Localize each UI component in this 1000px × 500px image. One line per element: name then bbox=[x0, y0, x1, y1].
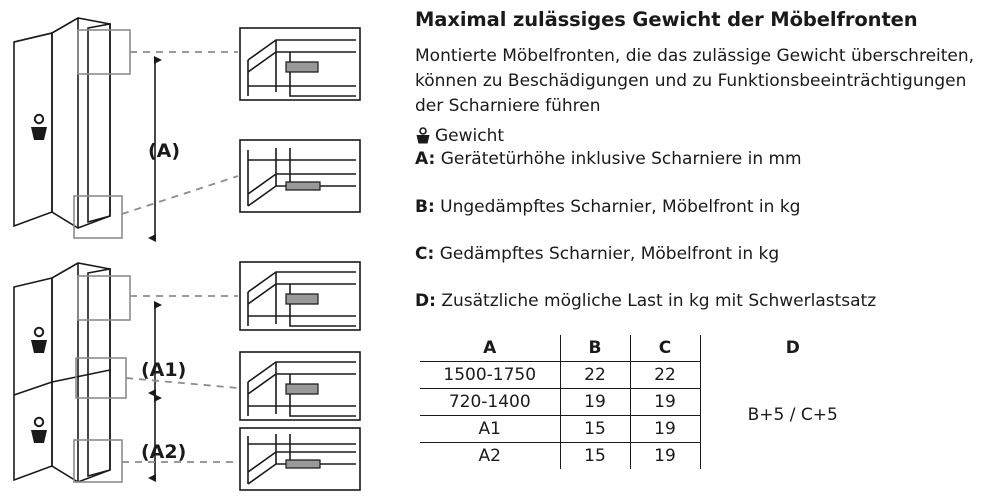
cell-b-1: 19 bbox=[560, 389, 630, 416]
legend-d-key: D: bbox=[415, 291, 436, 311]
cell-c-3: 19 bbox=[630, 443, 700, 470]
legend-weight bbox=[415, 125, 504, 147]
cell-d-merged: B+5 / C+5 bbox=[700, 362, 885, 470]
table-header-row bbox=[420, 335, 885, 362]
dimension-label-a: (A) bbox=[148, 140, 181, 162]
detail-box-1 bbox=[240, 28, 360, 100]
legend-a-text: Gerätetürhöhe inklusive Scharniere in mm bbox=[440, 149, 802, 169]
cell-c-0: 22 bbox=[630, 362, 700, 389]
dimension-label-a1: (A1) bbox=[141, 359, 187, 381]
info-panel bbox=[415, 0, 1000, 500]
table-header-c: C bbox=[630, 335, 700, 362]
dimension-label-a2: (A2) bbox=[141, 441, 187, 463]
legend-b-key: B: bbox=[415, 197, 435, 217]
weight-icon-lower bbox=[31, 418, 47, 443]
hinge-region-b-top bbox=[78, 276, 130, 320]
detail-box-3 bbox=[240, 262, 360, 330]
cell-b-2: 15 bbox=[560, 416, 630, 443]
table-header-b: B bbox=[560, 335, 630, 362]
leader-top-2 bbox=[122, 176, 238, 214]
detail-box-5 bbox=[240, 428, 360, 490]
hinge-region-b-bottom bbox=[74, 440, 122, 482]
detail-box-2 bbox=[240, 140, 360, 212]
legend-d bbox=[415, 290, 876, 312]
cell-c-2: 19 bbox=[630, 416, 700, 443]
weight-icon-upper bbox=[31, 328, 47, 353]
hinge-region-bottom bbox=[74, 196, 122, 238]
weight-icon-single bbox=[31, 115, 47, 140]
legend-d-text: Zusätzliche mögliche Last in kg mit Schwerlastsatz bbox=[441, 291, 877, 311]
hinge-region-b-mid bbox=[76, 358, 126, 398]
table-header-a: A bbox=[420, 335, 560, 362]
cell-a-1: 720-1400 bbox=[420, 389, 560, 416]
table-header-d: D bbox=[700, 335, 885, 362]
weight-table bbox=[420, 335, 885, 469]
detail-box-4 bbox=[240, 352, 360, 420]
cell-a-2: A1 bbox=[420, 416, 560, 443]
appliance-two-door bbox=[14, 263, 110, 482]
legend-weight-label: Gewicht bbox=[435, 126, 505, 146]
cell-a-0: 1500-1750 bbox=[420, 362, 560, 389]
legend-a-key: A: bbox=[415, 149, 436, 169]
page-title: Maximal zulässiges Gewicht der Möbelfronten bbox=[415, 8, 918, 31]
legend-c-key: C: bbox=[415, 244, 435, 264]
cell-c-1: 19 bbox=[630, 389, 700, 416]
legend-c-text: Gedämpftes Scharnier, Möbelfront in kg bbox=[439, 244, 780, 264]
legend-b-text: Ungedämpftes Scharnier, Möbelfront in kg bbox=[440, 197, 801, 217]
cell-a-3: A2 bbox=[420, 443, 560, 470]
diagram-svg bbox=[0, 0, 400, 500]
cell-b-0: 22 bbox=[560, 362, 630, 389]
weight-icon bbox=[415, 127, 431, 144]
table-row bbox=[420, 362, 885, 389]
legend-b bbox=[415, 196, 800, 218]
legend-a bbox=[415, 148, 802, 170]
cell-b-3: 15 bbox=[560, 443, 630, 470]
legend-c bbox=[415, 243, 779, 265]
hinge-region-top bbox=[78, 30, 130, 74]
intro-paragraph: Montierte Möbelfronten, die das zulässige Gewicht überschreiten, können zu Beschädigungen und zu Funktionsbeeinträchtigungen der Scharniere führen bbox=[415, 46, 975, 116]
appliance-diagram bbox=[0, 0, 400, 500]
